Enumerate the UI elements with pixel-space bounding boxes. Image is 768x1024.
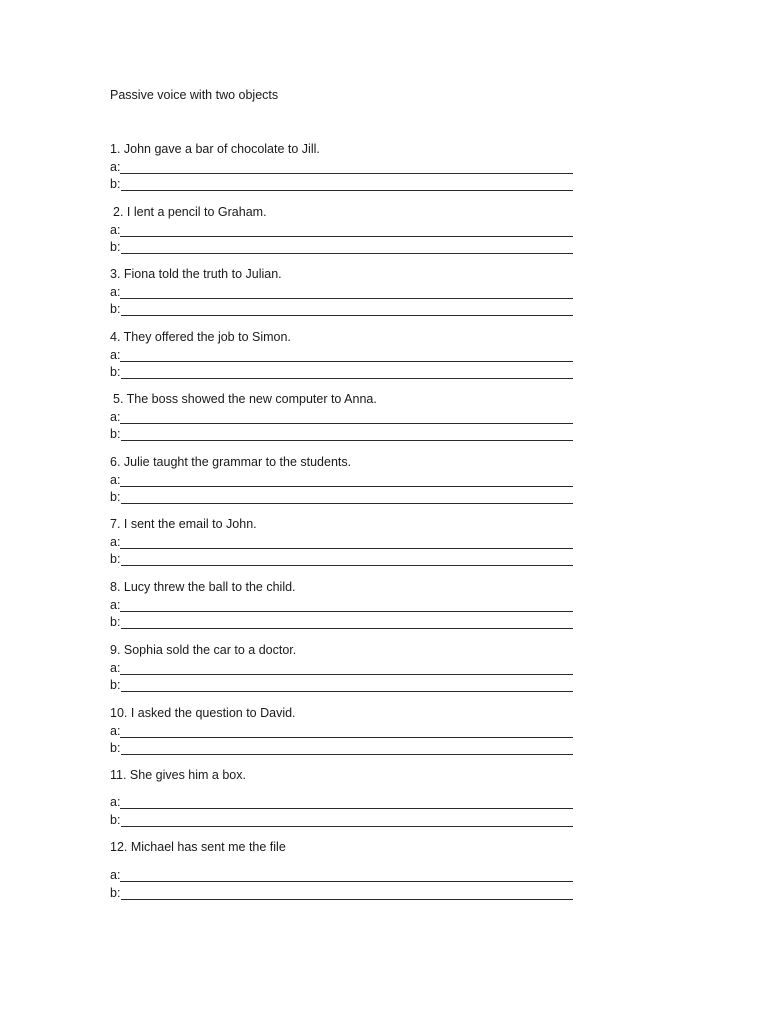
answer-b-label: b: (110, 302, 121, 316)
question-text: 9. Sophia sold the car to a doctor. (110, 643, 297, 657)
answer-a-line[interactable] (110, 534, 573, 550)
question-text: 7. I sent the email to John. (110, 517, 257, 531)
answer-a-label: a: (110, 348, 121, 362)
answer-a-label: a: (110, 868, 121, 882)
answer-b-line[interactable] (110, 614, 573, 630)
answer-a-line[interactable] (110, 867, 573, 883)
answer-a-label: a: (110, 661, 121, 675)
answer-b-label: b: (110, 813, 121, 827)
answer-a-label: a: (110, 223, 121, 237)
answer-a-line[interactable] (110, 284, 573, 300)
answer-b-line[interactable] (110, 551, 573, 567)
question-text: 4. They offered the job to Simon. (110, 330, 291, 344)
answer-b-line[interactable] (110, 239, 573, 255)
answer-a-label: a: (110, 795, 121, 809)
answer-b-line[interactable] (110, 740, 573, 756)
answer-a-line[interactable] (110, 794, 573, 810)
answer-b-line[interactable] (110, 812, 573, 828)
question-text: 10. I asked the question to David. (110, 706, 296, 720)
question-text: 11. She gives him a box. (110, 768, 246, 782)
answer-a-label: a: (110, 535, 121, 549)
worksheet-title: Passive voice with two objects (110, 88, 279, 102)
answer-b-line[interactable] (110, 885, 573, 901)
answer-a-label: a: (110, 724, 121, 738)
question-text: 8. Lucy threw the ball to the child. (110, 580, 296, 594)
answer-b-label: b: (110, 177, 121, 191)
answer-a-label: a: (110, 160, 121, 174)
answer-a-line[interactable] (110, 597, 573, 613)
answer-b-line[interactable] (110, 176, 573, 192)
answer-a-line[interactable] (110, 660, 573, 676)
answer-a-line[interactable] (110, 472, 573, 488)
answer-b-label: b: (110, 615, 121, 629)
answer-a-line[interactable] (110, 409, 573, 425)
question-text: 2. I lent a pencil to Graham. (113, 205, 267, 219)
answer-b-label: b: (110, 678, 121, 692)
answer-a-label: a: (110, 410, 121, 424)
answer-a-line[interactable] (110, 723, 573, 739)
answer-b-line[interactable] (110, 301, 573, 317)
answer-b-label: b: (110, 365, 121, 379)
answer-a-line[interactable] (110, 159, 573, 175)
answer-a-line[interactable] (110, 222, 573, 238)
question-text: 1. John gave a bar of chocolate to Jill. (110, 142, 320, 156)
answer-b-label: b: (110, 741, 121, 755)
question-text: 6. Julie taught the grammar to the students. (110, 455, 352, 469)
answer-a-line[interactable] (110, 347, 573, 363)
answer-b-label: b: (110, 240, 121, 254)
answer-a-label: a: (110, 473, 121, 487)
answer-b-label: b: (110, 886, 121, 900)
answer-a-label: a: (110, 285, 121, 299)
question-text: 12. Michael has sent me the file (110, 840, 286, 854)
answer-b-label: b: (110, 552, 121, 566)
question-text: 5. The boss showed the new computer to Anna. (113, 392, 377, 406)
answer-b-line[interactable] (110, 677, 573, 693)
answer-b-label: b: (110, 427, 121, 441)
question-text: 3. Fiona told the truth to Julian. (110, 267, 282, 281)
answer-a-label: a: (110, 598, 121, 612)
answer-b-line[interactable] (110, 364, 573, 380)
answer-b-line[interactable] (110, 426, 573, 442)
answer-b-line[interactable] (110, 489, 573, 505)
answer-b-label: b: (110, 490, 121, 504)
